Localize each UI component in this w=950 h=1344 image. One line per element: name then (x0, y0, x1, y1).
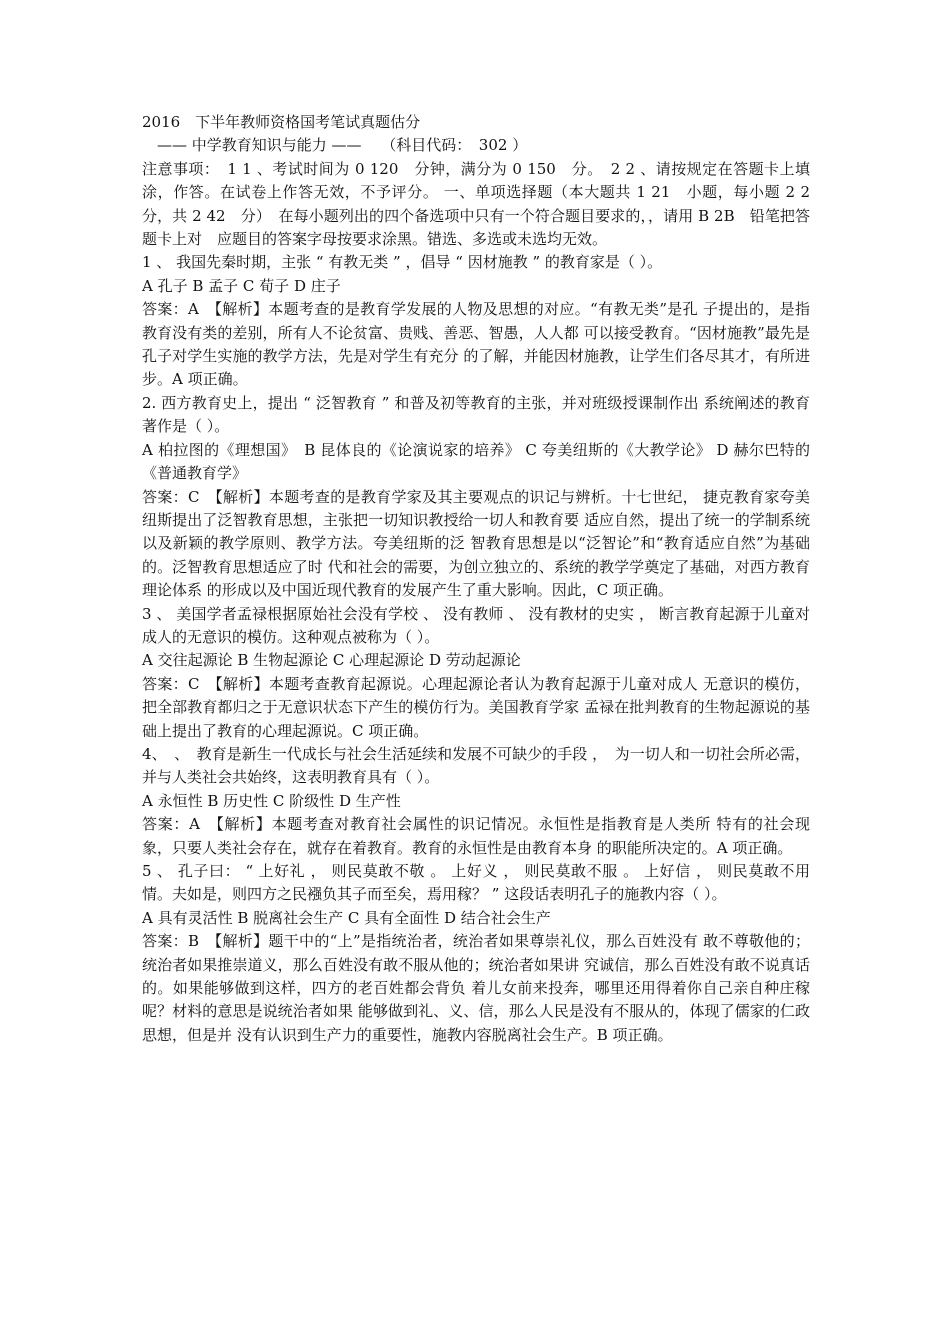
document-title: 2016 下半年教师资格国考笔试真题估分 (142, 113, 421, 131)
question-stem: 2. 西方教育史上，提出 “ 泛智教育 ” 和普及初等教育的主张，并对班级授课制作出 系统阐述的教育著作是（ ）。 (142, 393, 810, 436)
document-body (142, 111, 826, 1047)
question-answer: 答案：B 【解析】题干中的“上”是指统治者，统治者如果尊崇礼仪，那么百姓没有 敢不尊敬他的；统治者如果推崇道义，那么百姓没有敢不服从他的；统治者如果讲 究诚信，那么百姓没有敢不说真话的。如果能够做到这样，四方的老百姓都会背负 着儿女前来投奔，哪里还用得着你自己亲自种庄稼呢？材料的意思是说统治者如果 能够做到礼、义、信，那么人民是没有不服从的，体现了儒家的仁政思想，但是并 没有认识到生产力的重要性，施教内容脱离社会生产。B 项正确。 (142, 932, 810, 1044)
question-stem: 4、 、 教育是新生一代成长与社会生活延续和发展不可缺少的手段 ， 为一切人和一切社会所必需，并与人类社会共始终，这表明教育具有（ ）。 (142, 744, 810, 787)
exam-notice: 注意事项： 1 1 、考试时间为 0 120 分钟，满分为 0 150 分。 2 2 、请按规定在答题卡上填涂，作答。在试卷上作答无效，不予评分。 一、单项选择题（本大题共 1 21 小题，每小题 2 2 分，共 2 42 分） 在每小题列出的四个备选项中只有一个符合题目要求的，，请用 B 2B 铅笔把答题卡上对 应题目的答案字母按要求涂黑。错选、多选或未选均无效。 (142, 159, 826, 249)
question-options: A 具有灵活性 B 脱离社会生产 C 具有全面性 D 结合社会生产 (142, 908, 551, 927)
question-options: A 永恒性 B 历史性 C 阶级性 D 生产性 (142, 791, 401, 810)
question-stem: 3 、 美国学者孟禄根据原始社会没有学校 、 没有教师 、 没有教材的史实 ， 断言教育起源于儿童对成人的无意识的模仿。这种观点被称为（ ）。 (142, 604, 810, 646)
question-options: A 交往起源论 B 生物起源论 C 心理起源论 D 劳动起源论 (142, 651, 521, 670)
question-answer: 答案：A 【解析】本题考查的是教育学发展的人物及思想的对应。“有教无类”是孔 子提出的，是指教育没有类的差别，所有人不论贫富、贵贱、善恶、智愚，人人都 可以接受教育。“因材施教”最先是孔子对学生实施的教学方法，先是对学生有充分 的了解，并能因材施教，让学生们各尽其才，有所进步。A 项正确。 (142, 300, 810, 389)
question-options: A 柏拉图的《理想国》 B 昆体良的《论演说家的培养》 C 夸美纽斯的《大教学论》 D 赫尔巴特的《普通教育学》 (142, 440, 810, 483)
document-subtitle: —— 中学教育知识与能力 —— （科目代码： 302 ） (142, 136, 528, 155)
question-stem: 5 、 孔子曰： “ 上好礼 ， 则民莫敢不敬 。 上好义 ， 则民莫敢不服 。 上好信 ， 则民莫敢不用情。夫如是，则四方之民襁负其子而至矣，焉用稼？ ” 这段话表明孔子的施教内容（ ）。 (142, 862, 811, 904)
question-answer: 答案：A 【解析】本题考查对教育社会属性的识记情况。永恒性是指教育是人类所 特有的社会现象，只要人类社会存在，就存在着教育。教育的永恒性是由教育本身 的职能所决定的。A 项正确。 (142, 815, 810, 857)
question-answer: 答案：C 【解析】本题考查教育起源说。心理起源论者认为教育起源于儿童对成人 无意识的模仿，把全部教育都归之于无意识状态下产生的模仿行为。美国教育学家 孟禄在批判教育的生物起源说的基础上提出了教育的心理起源说。C 项正确。 (142, 674, 810, 740)
question-stem: 1 、 我国先秦时期，主张 “ 有教无类 ” ，倡导 “ 因材施教 ” 的教育家是（ ）。 (142, 253, 663, 272)
question-answer: 答案：C 【解析】本题考查的是教育学家及其主要观点的识记与辨析。十七世纪， 捷克教育家夸美纽斯提出了泛智教育思想，主张把一切知识教授给一切人和教育要 适应自然，提出了统一的学制系统以及新颖的教学原则、教学方法。夸美纽斯的泛 智教育思想是以“泛智论”和“教育适应自然”为基础的。泛智教育思想适应了时 代和社会的需要，为创立独立的、系统的教学学奠定了基础，对西方教育理论体系 的形成以及中国近现代教育的发展产生了重大影响。因此，C 项正确。 (142, 487, 810, 600)
question-options: A 孔子 B 孟子 C 荀子 D 庄子 (142, 276, 341, 295)
